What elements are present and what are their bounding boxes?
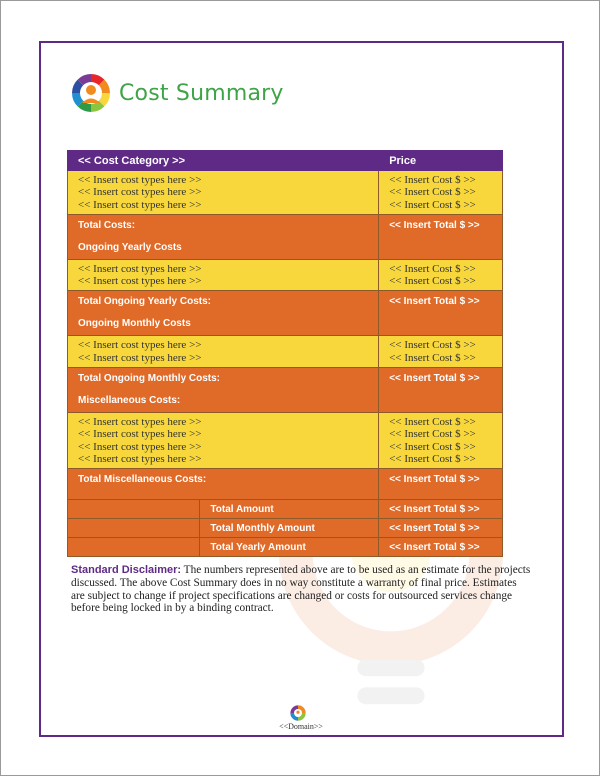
section-total-label: Total Ongoing Monthly Costs: bbox=[78, 373, 221, 385]
cost-type-item: << Insert cost types here >> bbox=[78, 351, 202, 364]
cost-type-item: << Insert cost types here >> bbox=[78, 198, 202, 211]
summary-label: Total Monthly Amount bbox=[200, 519, 379, 538]
summary-row bbox=[68, 500, 503, 519]
cost-items-row bbox=[68, 259, 503, 291]
cost-table bbox=[67, 150, 503, 557]
cost-price-item: << Insert Cost $ >> bbox=[389, 198, 476, 211]
color-wheel-person-icon bbox=[71, 73, 111, 113]
footer-domain: <<Domain>> bbox=[279, 722, 323, 731]
cost-prices-cell bbox=[379, 171, 503, 215]
summary-label: Total Amount bbox=[200, 500, 379, 519]
summary-value: << Insert Total $ >> bbox=[379, 500, 503, 519]
disclaimer-body: The numbers represented above are to be used as an estimate for the projects discussed. The above Cost Summary does in no way constitute a warranty of final price. Estimates are subject to change if project specifications are changed or costs for outsourced services change before being locked in by a binding contract. bbox=[71, 564, 531, 615]
page-title: Cost Summary bbox=[119, 80, 284, 106]
cost-type-item: << Insert cost types here >> bbox=[78, 440, 202, 453]
cost-types-cell bbox=[68, 171, 379, 215]
summary-value: << Insert Total $ >> bbox=[379, 538, 503, 557]
cost-type-item: << Insert cost types here >> bbox=[78, 262, 202, 275]
cost-type-item: << Insert cost types here >> bbox=[78, 275, 202, 288]
disclaimer bbox=[71, 564, 531, 615]
cost-price-item: << Insert Cost $ >> bbox=[389, 262, 476, 275]
section-total-value: << Insert Total $ >> bbox=[379, 368, 503, 413]
section-heading: Ongoing Yearly Costs bbox=[78, 241, 182, 253]
section-total-label: Total Ongoing Yearly Costs: bbox=[78, 296, 211, 308]
cost-price-item: << Insert Cost $ >> bbox=[389, 428, 476, 441]
footer-logo-icon bbox=[290, 705, 306, 721]
table-header-row bbox=[68, 151, 503, 171]
section-total-row bbox=[68, 214, 503, 259]
summary-value: << Insert Total $ >> bbox=[379, 519, 503, 538]
section-total-value: << Insert Total $ >> bbox=[379, 291, 503, 336]
cost-type-item: << Insert cost types here >> bbox=[78, 186, 202, 199]
section-total-row bbox=[68, 291, 503, 336]
section-heading: Ongoing Monthly Costs bbox=[78, 318, 191, 330]
cost-price-item: << Insert Cost $ >> bbox=[389, 351, 476, 364]
section-total-label: Total Costs: bbox=[78, 219, 136, 231]
cost-price-item: << Insert Cost $ >> bbox=[389, 339, 476, 352]
cost-type-item: << Insert cost types here >> bbox=[78, 452, 202, 465]
cost-price-item: << Insert Cost $ >> bbox=[389, 440, 476, 453]
cost-items-row bbox=[68, 171, 503, 215]
cost-price-item: << Insert Cost $ >> bbox=[389, 186, 476, 199]
cost-price-item: << Insert Cost $ >> bbox=[389, 452, 476, 465]
header bbox=[71, 73, 284, 113]
cost-items-row bbox=[68, 413, 503, 469]
summary-row bbox=[68, 538, 503, 557]
cost-items-row bbox=[68, 336, 503, 368]
section-total-label: Total Miscellaneous Costs: bbox=[78, 474, 207, 486]
cost-type-item: << Insert cost types here >> bbox=[78, 174, 202, 186]
summary-label: Total Yearly Amount bbox=[200, 538, 379, 557]
section-total-value: << Insert Total $ >> bbox=[379, 469, 503, 500]
cost-price-item: << Insert Cost $ >> bbox=[389, 416, 476, 429]
section-heading: Miscellaneous Costs: bbox=[78, 395, 181, 407]
header-price: Price bbox=[379, 151, 503, 171]
header-cost-category: << Cost Category >> bbox=[68, 151, 379, 171]
cost-price-item: << Insert Cost $ >> bbox=[389, 275, 476, 288]
section-total-row bbox=[68, 469, 503, 500]
section-total-row bbox=[68, 368, 503, 413]
cost-type-item: << Insert cost types here >> bbox=[78, 339, 202, 352]
cost-type-item: << Insert cost types here >> bbox=[78, 428, 202, 441]
summary-row bbox=[68, 519, 503, 538]
cost-type-item: << Insert cost types here >> bbox=[78, 416, 202, 429]
disclaimer-heading: Standard Disclaimer: bbox=[71, 564, 182, 576]
cost-price-item: << Insert Cost $ >> bbox=[389, 174, 476, 186]
section-total-value: << Insert Total $ >> bbox=[379, 214, 503, 259]
